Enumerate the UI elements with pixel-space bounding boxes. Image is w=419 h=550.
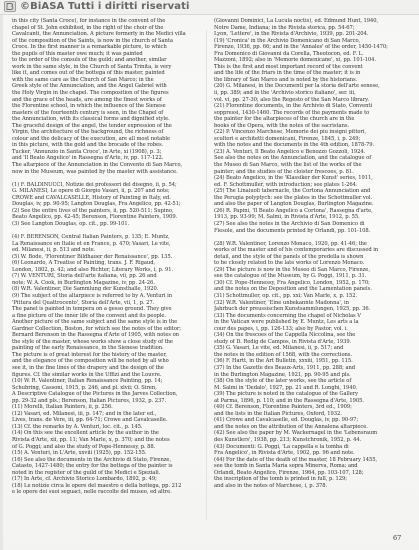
text-line: (13) Cf. the remarks by A. Venturi, loc. cit., p. 145. bbox=[12, 423, 143, 430]
text-line: (8) W.R. Valentiner, Die Sammlung der Kunsthalle, 1920. bbox=[12, 286, 159, 293]
text-line: now in the Museum, was painted by the master with assistance. bbox=[12, 168, 178, 175]
text-line: (3) See Langton Douglas, op. cit., pp. 99-101. bbox=[12, 220, 130, 227]
text-line: masters of the fourteenth century is seen, in the Chapel of bbox=[12, 109, 164, 116]
text-line: the inscription of the tomb is printed in full, p. 129; bbox=[214, 476, 347, 483]
text-line: des Kunstlers', 1938, pp. 213; Kunstchronik, 1952, p. 44. bbox=[214, 437, 362, 443]
text-line: the Museo di San Marco, with the list of the works of the bbox=[214, 162, 362, 169]
text-line: The graceful design of the angel, the tender expression of the bbox=[12, 122, 172, 129]
text-line: of G. Poggi; and also the study of Pope-Hennessy, p. 88. bbox=[12, 443, 156, 450]
text-line: work in the same style, in the Church of Santa Trinita, is very bbox=[12, 63, 172, 70]
text-line: Fra Angelico', in Rivista d'Arte, 1902, pp. 96 and note. bbox=[214, 450, 355, 457]
text-line: (12) Vasari, ed. Milanesi, iii, p. 147; and in the later ed., bbox=[12, 410, 157, 417]
text-line: like it, and comes out of the bottega of this master, painted bbox=[12, 70, 165, 77]
text-line: the style of the master, whose works show a close study of the bbox=[12, 338, 173, 345]
text-line: (33) The documents concerning the chapel of Nicholas V bbox=[214, 312, 361, 319]
text-line: chapel of St. John exhibited, in the right of the choir of the bbox=[12, 24, 164, 31]
text-line: (30) Cf. Pope-Hennessy, Fra Angelico, London, 1952, p. 170; bbox=[214, 279, 370, 286]
text-line: cour des papes, i, pp. 126-133; also by Pastor, vol. i. bbox=[214, 325, 348, 332]
text-line: the library of San Marco and is noted by the historians. bbox=[214, 76, 358, 83]
text-line: 1913, pp. 93-99; M. Salmi, in Rivista d'Arte, 1912, p. 55. bbox=[214, 214, 360, 221]
text-line: ed. F. Schottmuller, with introduction; see plates 1-264. bbox=[214, 181, 358, 188]
text-line: Douglas, iv, pp. 90-95; Langton Douglas, Fra Angelico, pp. 42-51; bbox=[12, 201, 181, 208]
text-line: Virgin, the architecture of the background, the richness of bbox=[12, 129, 164, 136]
text-line: (9) The subject of the altarpiece is referred to by A. Venturi in bbox=[12, 292, 173, 299]
text-line: Tucker, 'Annunzio in Santa Croce', in Arte, xi (1908), p. 3; bbox=[12, 148, 162, 155]
text-line: Beato Angelico, pp. 42-45; Berenson, Florentine Painters, 1909. bbox=[12, 214, 178, 221]
text-line: scultori e architetti domenicani, Firenze, 1845, i, p. 249; bbox=[214, 135, 361, 142]
text-line: (10) W. R. Valentiner, Italian Renaissance Painting, pp. 14; bbox=[12, 378, 163, 385]
text-line: This is the first and most important record of the convent bbox=[214, 63, 363, 70]
text-line: A Descriptive Catalogue of the Pictures in the Jarves Collection, bbox=[12, 391, 178, 398]
text-line: 'Pittura del Quattrocento', Storia dell'Arte, vii, 1, p. 27. bbox=[12, 299, 155, 306]
text-line: Orlandi, Beato Angelico, Firenze, 1964, pp. 103-107, 128; bbox=[214, 469, 364, 476]
text-line: Croce. In the first manner is a remarkable picture, to which bbox=[12, 44, 167, 51]
text-line: with the same care as the Church of San Marco; in the bbox=[12, 76, 154, 83]
text-line: Another picture of the same subject and the same style is in the bbox=[12, 319, 178, 326]
text-line: Gardner Collection, Boston, for which see the notes of the editor; bbox=[12, 325, 181, 332]
text-line: Fiesole, and the documents printed by Orlandi, pp. 101-108. bbox=[214, 227, 371, 234]
text-line: soppressi, 1430-1460. The records of the payments made to bbox=[214, 109, 370, 116]
text-line: the Holy Virgin in the chapel. The composition of the figures bbox=[12, 90, 169, 97]
text-line: (5) W. Bode, 'Florentiner Bildhauer der Renaissance', pp. 135. bbox=[12, 253, 173, 260]
watermark-text: ©BiASA Tutti i diritti riservati bbox=[20, 1, 190, 12]
text-line: (Giovanni Dominici, La Lucula noctis), ed. Edmund Hunt, 1940, bbox=[214, 18, 379, 24]
text-line: of the composition of the Saints, is now in the church of Santa bbox=[12, 37, 173, 44]
text-line: Fra Domenico di Giovanni da Corella, Theotocon, ed. F. L. bbox=[214, 50, 364, 57]
text-line: CROWE and CAVALCASELLE, History of Painting in Italy, ed. bbox=[12, 194, 171, 201]
right-column bbox=[214, 18, 402, 536]
text-line: and the elegance of the composition will be noted by all who bbox=[12, 358, 169, 365]
text-line: the pupils of this master owe much; it was painted bbox=[12, 50, 143, 57]
watermark-banner bbox=[0, 0, 419, 15]
text-line: in the Burlington Magazine, 1921, pp. 90-95 and pls. bbox=[214, 371, 351, 378]
text-line: Firenze, 1936, pp. 66; and in the 'Annales' of the order, 1450-1470; bbox=[214, 44, 388, 51]
text-line: pp. 29-32 and pls.; Berenson, Italian Pictures, 1932, p. 237. bbox=[12, 397, 167, 404]
text-line: Greek style of the Annunciation, and the Angel Gabriel with bbox=[12, 83, 167, 90]
text-line: (16) See also the documents in the Archivio di Stato, Firenze, bbox=[12, 456, 172, 463]
text-line: (35) G. Vasari, Le vite, ed. Milanesi, ii, p. 517; and bbox=[214, 345, 344, 352]
text-line: (40) Cf. Berenson, Florentine Painters, 3rd ed., 1909; bbox=[214, 404, 352, 411]
text-line: Mazzoni, 1892; also in 'Memorie domenicane', xi, pp. 101-104. bbox=[214, 57, 376, 64]
text-line: The panel is painted in tempera on a gesso ground. They give bbox=[12, 306, 172, 313]
text-line: the Florentine school, in which the influence of the Sienese bbox=[12, 103, 166, 110]
biasa-logo-icon bbox=[4, 1, 16, 12]
text-line: see the catalogue of the Museum, by G. Poggi, 1911, p. 31. bbox=[214, 273, 367, 280]
text-line: (23) A. Venturi, Il Beato Angelico e Benozzo Gozzoli, 1924. bbox=[214, 148, 366, 155]
text-line: and the lists in the Italian Pictures, Oxford, 1932. bbox=[214, 410, 342, 417]
text-line: see the tomb in Santa Maria sopra Minerva, Roma; and bbox=[214, 463, 358, 470]
text-line: (2) See the entire lives of the painters, ii, pp. 520-511; Supino, bbox=[12, 207, 174, 214]
text-line: (43) Documenti: G. Poggi, 'La cappella e la tomba di bbox=[214, 443, 349, 450]
text-line: (36) F. Hartt, in the Art Bulletin, xxxiii, 1951, pp. 115. bbox=[214, 358, 353, 365]
text-line: The picture is of great interest for the history of the master, bbox=[12, 351, 167, 358]
text-line: Rivista d'Arte, xii, pp. 11; Van Marle, x, p. 370; and the notes bbox=[12, 437, 170, 443]
text-line: (37) In the Gazette des Beaux-Arts, 1911, pp. 288; and bbox=[214, 364, 356, 371]
text-line: Schubring, Cassoni, 1915, p. 246, and pl. xlvii; O. Siren, bbox=[12, 384, 157, 391]
text-line: vol. vi, pp. 27-30; also the Regesto of the San Marco library. bbox=[214, 96, 369, 103]
text-line: (39) The picture is noted in the catalogue of the Gallery bbox=[214, 391, 359, 398]
text-line: with the notes and the documents in the 4th edition, 1878-79. bbox=[214, 142, 375, 149]
text-line: painter; and the studies of the cloister frescoes, p. 81. bbox=[214, 168, 354, 175]
text-line: and the life of the friars in the time of the master; it is in bbox=[214, 70, 361, 77]
text-line: Jahrbuch der preussischen Kunstsammlungen, 1925, pp. 36. bbox=[214, 306, 371, 313]
text-line: and also the paper of Langton Douglas, Burlington Magazine. bbox=[214, 201, 374, 208]
text-line: the Annunciation, with its classical forms and dignified style. bbox=[12, 116, 170, 123]
text-line: painting of the early Renaissance, in the Sienese tradition. bbox=[12, 345, 164, 352]
text-line: and the notes on the attribution of the Annalena altarpiece. bbox=[214, 423, 368, 430]
text-line: Bernard Berenson in the Rassegna d'Arte of 1905, with notes on bbox=[12, 332, 179, 339]
text-line: (34) On the frescoes of the Cappella Niccolina, see the bbox=[214, 332, 356, 339]
text-line: ed. Milanesi, ii, p. 513 and note. bbox=[12, 247, 96, 254]
text-line: (25) The Linaiuoli tabernacle, the Cortona Annunciation and bbox=[214, 188, 371, 195]
text-line: (20) G. Milanesi, in the Documenti per la storia dell'arte senese, bbox=[214, 83, 380, 90]
text-line: Lyon, 'Lettere', in the Rivista d'Archivio, 1939, pp. 201-204. bbox=[214, 31, 369, 38]
text-line: e le opere dei suoi seguaci, nelle raccolte del museo, ed altre. bbox=[12, 489, 172, 496]
text-line: Lives, trans. de Vere, iii, pp. 64-71; Crowe and Cavalcaselle. bbox=[12, 417, 168, 424]
text-line: and also in the notes of Marchese, i, p. 378. bbox=[214, 482, 328, 489]
text-line: ii, pp. 389; and in the 'Archivio storico italiano', ser. iii, bbox=[214, 90, 356, 97]
text-line: to the order of the consuls of the guild; and another, similar bbox=[12, 57, 167, 64]
text-line: The altarpiece of the Annunciation in the Convento di San Marco, bbox=[12, 162, 183, 169]
text-line: (38) On the style of the later works, see the article of bbox=[214, 378, 352, 385]
text-line: (11) Morelli, Italian Painters, ii, p. 256. bbox=[12, 404, 113, 411]
text-line: (19) 'Cronica' in the Archivio Domenicano di San Marco, bbox=[214, 37, 361, 44]
text-line: (29) The picture is now in the Museo di San Marco, Firenze, bbox=[214, 266, 370, 273]
text-line: (15) A. Venturi, in L'Arte, xxviii (1925), pp. 152-155. bbox=[12, 450, 147, 457]
text-line: and the grace of the heads, are among the finest works of bbox=[12, 96, 162, 103]
text-line: (32) W.R. Valentiner, 'Eine unbekannte Madonna', in bbox=[214, 299, 349, 306]
text-line: (28) W.R. Valentiner, Lorenzo Monaco, 1920, pp. 41-46; the bbox=[214, 240, 367, 247]
text-line: Cavalcanti, the Annunciation. A picture formerly in the Medici villa bbox=[12, 31, 186, 38]
text-line: at Parma, 1896, p. 110; and in the Rassegna d'Arte, 1905. bbox=[214, 397, 364, 404]
text-line: (24) Beato Angelico, in the 'Klassiker der Kunst' series, 1911, bbox=[214, 175, 373, 182]
scan-edge bbox=[0, 14, 3, 550]
text-line: G. MILANESI, Le opere di Giorgio Vasari, ii, p. 207 and note; bbox=[12, 188, 170, 195]
text-line: noted in the register of the guild of the Medici e Speziali. bbox=[12, 469, 161, 476]
text-line: Notre Dame, Indiana; in the Rivista storica, pp. 54-67; bbox=[214, 24, 355, 31]
text-line: (31) Schottmuller, op. cit., pp. xxi; Van Marle, x, p. 152. bbox=[214, 292, 358, 299]
text-line: (22) P. Vincenzo Marchese, Memorie dei piu insigni pittori, bbox=[214, 129, 367, 136]
text-line: see it, in the fine lines of the drapery and the design of the bbox=[12, 364, 164, 371]
text-line: (1) F. BALDINUCCI, Notizie dei professori del disegno, ii, p. 54; bbox=[12, 181, 177, 188]
text-line: figures. Cf. the similar works in the Uffizi and the Louvre. bbox=[12, 371, 162, 378]
text-line: (18) Le notizie circa le opere del maestro e della bottega, pp. 212 bbox=[12, 482, 182, 489]
text-line: (21) Florentine documents, in the Archivio di Stato, Conventi bbox=[214, 103, 373, 110]
text-line: (6) Leonardo, A Treatise of Painting, trans. J. F. Rigaud, bbox=[12, 260, 156, 267]
text-line: See also the notes on the Annunciation, and the catalogue of bbox=[214, 155, 372, 162]
text-line: (44) For the date of the death of the master, 18 February 1455, bbox=[214, 456, 378, 463]
text-line: the Perugia polyptych: see the plates in the Schottmuller vol. bbox=[214, 194, 373, 201]
text-line: the notes in the edition of 1568, with the corrections. bbox=[214, 351, 353, 358]
text-line: (41) Crowe and Cavalcaselle, ed. Douglas, iv, pp. 90-97; bbox=[214, 417, 359, 424]
text-line: (14) On this see the excellent article by the author in the bbox=[12, 430, 159, 437]
text-line: detail, and the style of the panels of the predella is shown bbox=[214, 253, 364, 260]
text-line: London, 1802, p. 42; and also Richter, Literary Works, i, p. 91. bbox=[12, 266, 174, 273]
text-line: (26) R. Papini, 'Il Beato Angelico a Cortona', Rassegna d'arte, bbox=[214, 207, 373, 214]
text-line: to be closely related to the late works of Lorenzo Monaco. bbox=[214, 260, 365, 267]
text-line: in this picture, with the gold and the brocade of the robes. bbox=[12, 142, 164, 149]
text-line: the painter for the altarpieces of the church are in the bbox=[214, 116, 355, 123]
left-column bbox=[12, 18, 200, 536]
text-line: and 'Il Beato Angelico' in Rassegna d'Arte, iv, pp. 117-122. bbox=[12, 155, 164, 162]
text-line: study of D. Redig de Campos, in Rivista d'Arte, 1939. bbox=[214, 338, 352, 345]
text-line: in the Vatican were published by E. Muntz, Les arts a la bbox=[214, 319, 359, 326]
text-line: a fine picture of the inner life of the convent and its people. bbox=[12, 312, 167, 319]
text-line: books of the Opera, with the notes of the sacristans. bbox=[214, 122, 350, 129]
text-line: works of the master and of his contemporaries are discussed in bbox=[214, 247, 379, 254]
text-line: and the notes on the Deposition and the Lamentation panels. bbox=[214, 286, 372, 293]
text-line: in this city (Santa Croce), for instance in the convent of the bbox=[12, 18, 166, 24]
text-line: La Renaissance en Italie et en France, p. 470; Vasari, Le vite, bbox=[12, 240, 171, 247]
text-line: (7) W. VENTURI, Storia dell'arte italiana, vii, pp. 26 and bbox=[12, 273, 157, 280]
text-line: (27) See also the notes in the Archivio di San Domenico di bbox=[214, 220, 365, 227]
text-line: M. Salmi in 'Dedalo', 1927, pp. 21 and R. Longhi, 1940. bbox=[214, 384, 358, 391]
text-line: (4) F. BERENSON, Central Italian Painters, p. 135; E. Muntz, bbox=[12, 234, 170, 241]
text-line: colour and the delicacy of the execution, are all most notable bbox=[12, 135, 171, 142]
page-number: 67 bbox=[393, 534, 402, 542]
text-line: (42) See also the paper by M. Wackernagel in the 'Lebensraum bbox=[214, 430, 378, 437]
text-line: Catasto, 1427-1480; the entry for the bottega of the painter is bbox=[12, 463, 173, 470]
text-line: note; W. A. Cook, in Burlington Magazine, iv, pp. 24-26. bbox=[12, 279, 155, 286]
column-gutter bbox=[206, 30, 207, 520]
text-line: (17) In Arte, cf. Archivio Storico Lombardo, 1892, p. 49; bbox=[12, 476, 157, 483]
